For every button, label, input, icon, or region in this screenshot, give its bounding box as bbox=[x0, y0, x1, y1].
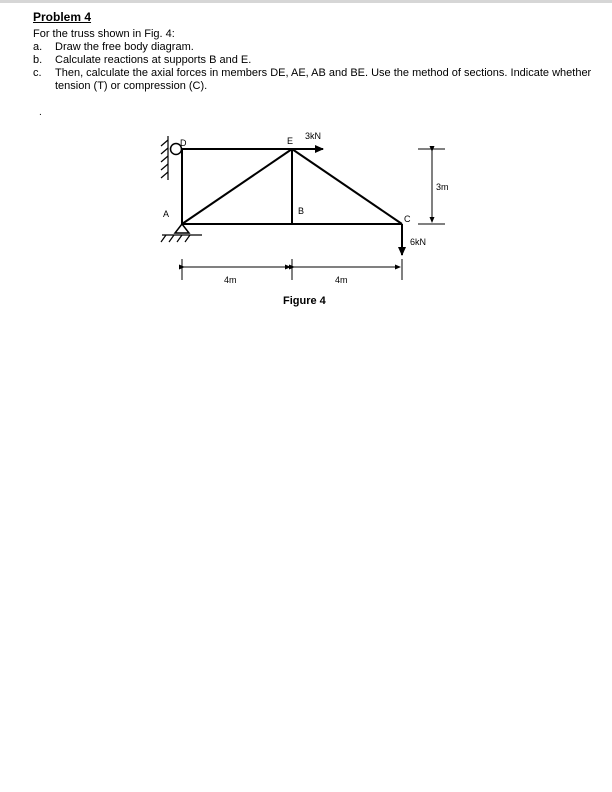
node-label-A: A bbox=[163, 209, 170, 219]
task-label: a. bbox=[33, 41, 43, 53]
task-label: b. bbox=[33, 54, 43, 66]
task-text: Draw the free body diagram. bbox=[55, 41, 194, 53]
node-label-E: E bbox=[287, 136, 294, 146]
problem-intro: For the truss shown in Fig. 4: bbox=[33, 28, 175, 40]
support-A-pin bbox=[161, 224, 202, 242]
figure-caption: Figure 4 bbox=[283, 295, 326, 307]
task-text: Then, calculate the axial forces in members DE, AE, AB and BE. Use the method of sections. Indicate whether tension (T) or compression (C). bbox=[55, 67, 592, 92]
task-label: c. bbox=[33, 67, 42, 79]
support-D-wall bbox=[161, 136, 182, 180]
span-dimension bbox=[182, 259, 402, 280]
dim-label-height: 3m bbox=[436, 182, 449, 192]
truss-members bbox=[182, 149, 402, 224]
member-AE bbox=[182, 149, 292, 224]
task-text: Calculate reactions at supports B and E. bbox=[55, 54, 252, 66]
load-label-3kN: 3kN bbox=[305, 131, 322, 141]
problem-title: Problem 4 bbox=[33, 10, 92, 24]
node-label-B: B bbox=[298, 206, 305, 216]
member-EC bbox=[292, 149, 402, 224]
node-label-D: D bbox=[180, 138, 187, 148]
stray-mark: . bbox=[39, 107, 42, 118]
dim-label-left: 4m bbox=[224, 275, 237, 285]
dim-label-right: 4m bbox=[335, 275, 348, 285]
node-label-C: C bbox=[404, 214, 411, 224]
load-label-6kN: 6kN bbox=[410, 237, 427, 247]
